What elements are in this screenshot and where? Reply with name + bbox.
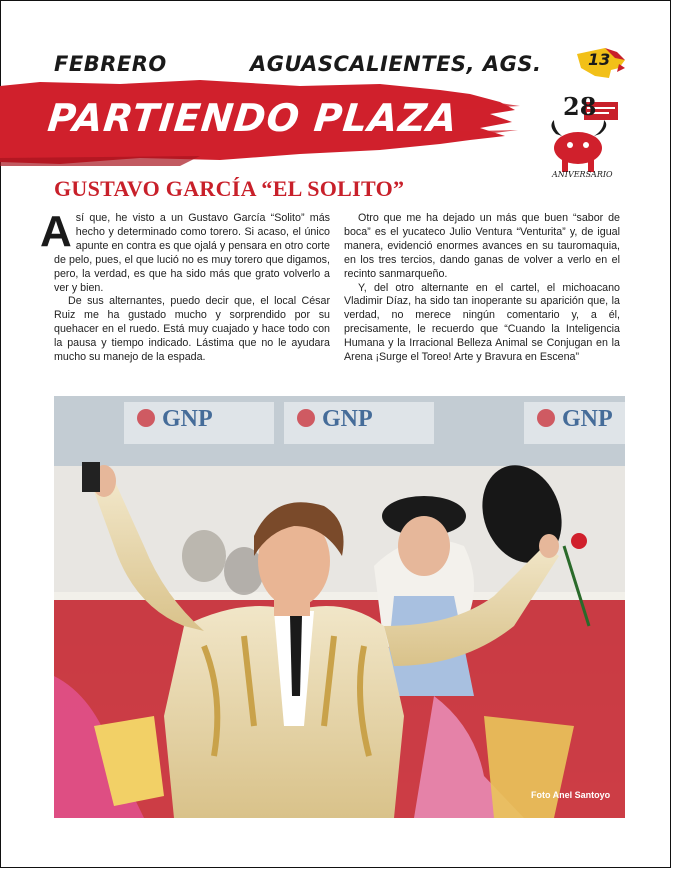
page-number: 13 [588,50,611,69]
article-column-left [40,207,330,365]
article-paragraph: De sus alternantes, puedo decir que, el local César Ruiz me ha gustado mucho y sorprendido por su quehacer en el ruedo. Está muy cuajado y hace todo con la pausa y tiempo indicado. Lástima que no le ayudara mucho su manejo de la espada. [54,295,330,364]
article-paragraph [40,207,330,295]
article-title: GUSTAVO GARCÍA “EL SOLITO” [54,176,405,201]
article-paragraph: Otro que me ha dejado un más que buen “sabor de boca” es el yucateco Julio Ventura “Venturita” y, de igual manera, evidenció enormes avances en su tauromaquia, en los tres tercios, dando ganas de volver a verlo en el recinto sanmarqueño. [344,212,620,280]
header-month: FEBRERO [54,52,167,76]
anniversary-word: ANIVERSARIO [552,170,613,179]
section-title: PARTIENDO PLAZA [45,96,460,140]
signage-text: GNP [162,406,213,432]
photo-credit: Foto Anel Santoyo [531,790,611,800]
bullfighter-photo [54,396,625,818]
signage-text: GNP [562,406,613,432]
article-paragraph: Y, del otro alternante en el cartel, el michoacano Vladimir Díaz, ha sido tan inoperante su aparición que, la verdad, no merece ningún comentario y, a él, precisamente, le recuerdo que “Cuando la Inteligencia Humana y la Irracional Belleza Animal se Conjugan en la Arena ¡Surge el Toreo! Arte y Bravura en Escena” [344,281,620,364]
drop-cap: A [40,207,72,256]
signage-text: GNP [322,406,373,432]
header-city: AGUASCALIENTES, AGS. [250,52,542,76]
sponsor-signage [124,402,625,444]
anniversary-number: 28 [563,92,597,121]
paragraph-text: sí que, he visto a un Gustavo García “Solito” más hecho y determinado como torero. Si acaso, el único apunte en contra es que ojalá y pensara en otro corte de pelo, pues, el que lució no es muy torero que digamos, pero, la verdad, es que ha sido más que grato volverlo a ver y bien. [54,212,330,294]
article-column-right [344,212,620,365]
